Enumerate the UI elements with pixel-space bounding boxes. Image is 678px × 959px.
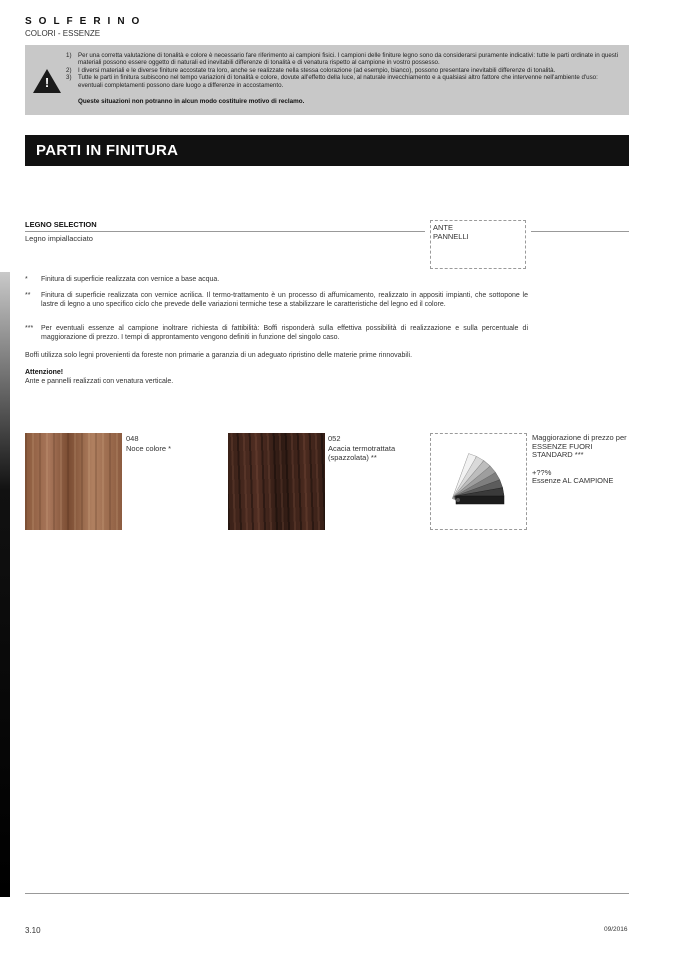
notice-item-number: 2)	[66, 66, 72, 74]
notice-item-number: 3)	[66, 74, 72, 82]
footnote-mark: *	[25, 276, 28, 283]
swatch-label	[126, 434, 221, 453]
custom-price-line: Maggiorazione di prezzo per ESSENZE FUORI STANDARD ***	[532, 433, 627, 460]
swatch-noce	[25, 433, 122, 530]
notice-item-text: I diversi materiali e le diverse finiture accostate tra loro, anche se realizzate nella stessa colorazione (ad esempio, bianco), possono presentare inevitabili differenze di tonalità.	[78, 66, 556, 74]
footnote-mark: ***	[25, 325, 34, 332]
footer-divider	[25, 893, 629, 894]
swatch-code: 048	[126, 434, 139, 443]
swatch-code: 052	[328, 434, 341, 443]
notice-item	[66, 74, 624, 89]
section-divider-right	[531, 231, 629, 232]
notice-item	[66, 52, 624, 67]
swatch-name: Noce colore *	[126, 443, 172, 453]
custom-price-info	[532, 434, 629, 486]
banner-title: PARTI IN FINITURA	[36, 142, 179, 159]
custom-price-note: Essenze AL CAMPIONE	[532, 476, 614, 486]
application-label-ante: ANTE	[433, 223, 454, 232]
swatch-acacia	[228, 433, 325, 530]
attention-text: Ante e pannelli realizzati con venatura verticale.	[25, 378, 174, 385]
footnote-mark: **	[25, 292, 31, 299]
brand-title: SOLFERINO	[25, 16, 147, 27]
footnote	[25, 325, 528, 342]
application-label-pannelli: PANNELLI	[433, 232, 469, 241]
notice-item-text: Tutte le parti in finitura subiscono nel tempo variazioni di tonalità e colore, dovute all'effetto della luce, al naturale invecchiamento e a qualsiasi altro fattore che intervenne nell'ambiente d'uso: eventuali completamenti possono dare luogo a differenze in accostamento.	[78, 74, 598, 89]
notice-item-number: 1)	[66, 52, 72, 59]
color-fan-icon	[448, 452, 508, 512]
footnote-text: Per eventuali essenze al campione inoltrare richiesta di fattibilità: Boffi risponderà sulla effettiva possibilità di realizzazione e sulla percentuale di maggiorazione di prezzo. I tempi di approntamento vengono definiti in funzione del singolo caso.	[41, 325, 528, 341]
warning-icon-mark: !	[44, 75, 50, 90]
footnote-text: Finitura di superficie realizzata con vernice a base acqua.	[41, 276, 220, 283]
section-divider	[25, 231, 425, 232]
swatch-name: Acacia termotrattata (spazzolata) **	[328, 443, 396, 462]
page-subtitle: COLORI - ESSENZE	[25, 29, 101, 38]
notice-item-text: Per una corretta valutazione di tonalità e colore è necessario fare riferimento ai campioni fisici. I campioni delle finiture legno sono da considerarsi puramente indicativi: tutte le parti ordinate in questi materiali possono essere oggetto di naturali ed inevitabili differenze di tonalità e di venatura rispetto al campione in vostro possesso.	[78, 52, 618, 67]
custom-price-percent: +??%	[532, 467, 552, 477]
side-gradient-bar	[0, 272, 10, 897]
page-number: 3.10	[25, 926, 41, 935]
footnote	[25, 292, 528, 309]
notice-item	[66, 67, 624, 74]
attention-title: Attenzione!	[25, 369, 64, 376]
swatch-label	[328, 434, 423, 463]
notice-disclaimer: Queste situazioni non potranno in alcun modo costituire motivo di reclamo.	[78, 98, 305, 105]
application-labels	[433, 223, 469, 241]
section-title: LEGNO SELECTION	[25, 220, 97, 229]
sustainability-paragraph: Boffi utilizza solo legni provenienti da foreste non primarie a garanzia di un adeguato ripristino delle materie prime rinnovabili.	[25, 352, 413, 359]
footnote-text: Finitura di superficie realizzata con vernice acrilica. Il termo-trattamento è un processo di affumicamento, realizzato in appositi impianti, che sottopone le lastre di legno a uno specifico ciclo che prevede delle variazioni termiche tese a stabilizzare le caratteristiche del legno ed il colore.	[41, 292, 528, 308]
footer-date: 09/2016	[604, 926, 628, 933]
footnote	[25, 276, 528, 285]
notice-list	[66, 52, 624, 89]
section-subtitle: Legno impiallacciato	[25, 234, 93, 243]
